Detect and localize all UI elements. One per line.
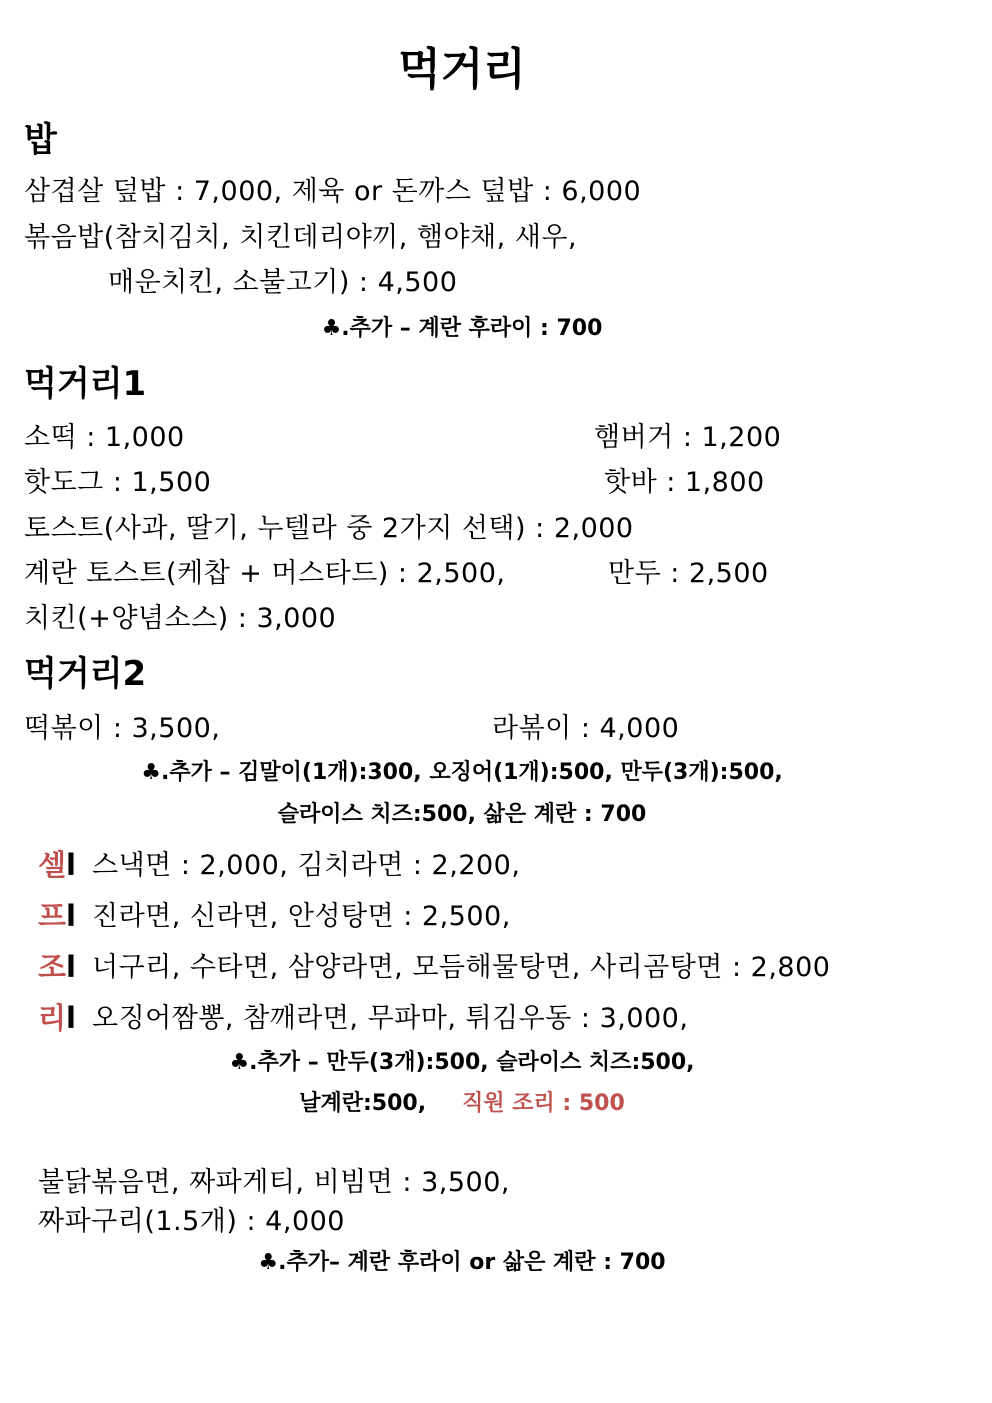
rice-extra-note: ♣.추가 – 계란 후라이 : 700: [321, 316, 603, 341]
rice-line-2: 볶음밥(참치김치, 치킨데리야끼, 햄야채, 새우,: [24, 222, 578, 253]
other-extra-note: ♣.추가– 계란 후라이 or 삶은 계란 : 700: [258, 1250, 666, 1275]
snack2-extra-note-2: 슬라이스 치즈:500, 삶은 계란 : 700: [277, 802, 647, 827]
menu-item-hotbar: 핫바 : 1,800: [604, 467, 765, 498]
ramen-line-1: 스낵면 : 2,000, 김치라면 : 2,200,: [92, 850, 521, 881]
side-char: 셀: [38, 848, 67, 882]
menu-item-sotteok: 소떡 : 1,000: [24, 422, 185, 453]
side-bar: l: [66, 848, 76, 882]
menu-item-chicken: 치킨(+양념소스) : 3,000: [24, 603, 337, 634]
menu-item-hotdog: 핫도그 : 1,500: [24, 467, 212, 498]
ramen-line-4: 오징어짬뽕, 참깨라면, 무파마, 튀김우동 : 3,000,: [92, 1003, 689, 1034]
self-cook-label-char-1: [38, 847, 76, 883]
self-cook-label-char-3: [38, 949, 76, 985]
menu-item-hamburger: 햄버거 : 1,200: [594, 422, 782, 453]
side-char: 프: [38, 899, 67, 933]
snack1-heading: 먹거리1: [24, 364, 147, 404]
self-cook-label-char-4: [38, 1000, 76, 1036]
ramen-extra-note-2: [0, 1089, 924, 1119]
menu-item-toast: 토스트(사과, 딸기, 누텔라 중 2가지 선택) : 2,000: [24, 513, 634, 544]
rice-heading: 밥: [24, 120, 57, 160]
other-noodle-line-2: 짜파구리(1.5개) : 4,000: [38, 1206, 345, 1237]
menu-item-rabokki: 라볶이 : 4,000: [492, 713, 680, 744]
other-noodle-line-1: 불닭볶음면, 짜파게티, 비빔면 : 3,500,: [38, 1167, 510, 1198]
side-char: 리: [38, 1001, 67, 1035]
staff-cook-price: 직원 조리 : 500: [462, 1091, 625, 1116]
menu-item-mandu: 만두 : 2,500: [608, 558, 769, 589]
ramen-line-2: 진라면, 신라면, 안성탕면 : 2,500,: [92, 901, 511, 932]
page-title: 먹거리: [398, 44, 526, 95]
side-char: 조: [38, 950, 67, 984]
self-cook-label-char-2: [38, 898, 76, 934]
snack2-extra-note-1: ♣.추가 – 김말이(1개):300, 오징어(1개):500, 만두(3개):500,: [141, 760, 783, 785]
rice-line-1: 삼겹살 덮밥 : 7,000, 제육 or 돈까스 덮밥 : 6,000: [24, 176, 642, 207]
side-bar: l: [66, 899, 76, 933]
raw-egg-price: 날계란:500,: [299, 1091, 427, 1116]
ramen-extra-note-1: ♣.추가 – 만두(3개):500, 슬라이스 치즈:500,: [229, 1050, 695, 1075]
snack2-heading: 먹거리2: [24, 654, 147, 694]
ramen-line-3: 너구리, 수타면, 삼양라면, 모듬해물탕면, 사리곰탕면 : 2,800: [92, 952, 831, 983]
menu-item-tteokbokki: 떡볶이 : 3,500,: [24, 713, 221, 744]
side-bar: l: [66, 950, 76, 984]
rice-line-3: 매운치킨, 소불고기) : 4,500: [108, 267, 458, 298]
side-bar: l: [66, 1001, 76, 1035]
menu-item-egg-toast: 계란 토스트(케찹 + 머스타드) : 2,500,: [24, 558, 506, 589]
